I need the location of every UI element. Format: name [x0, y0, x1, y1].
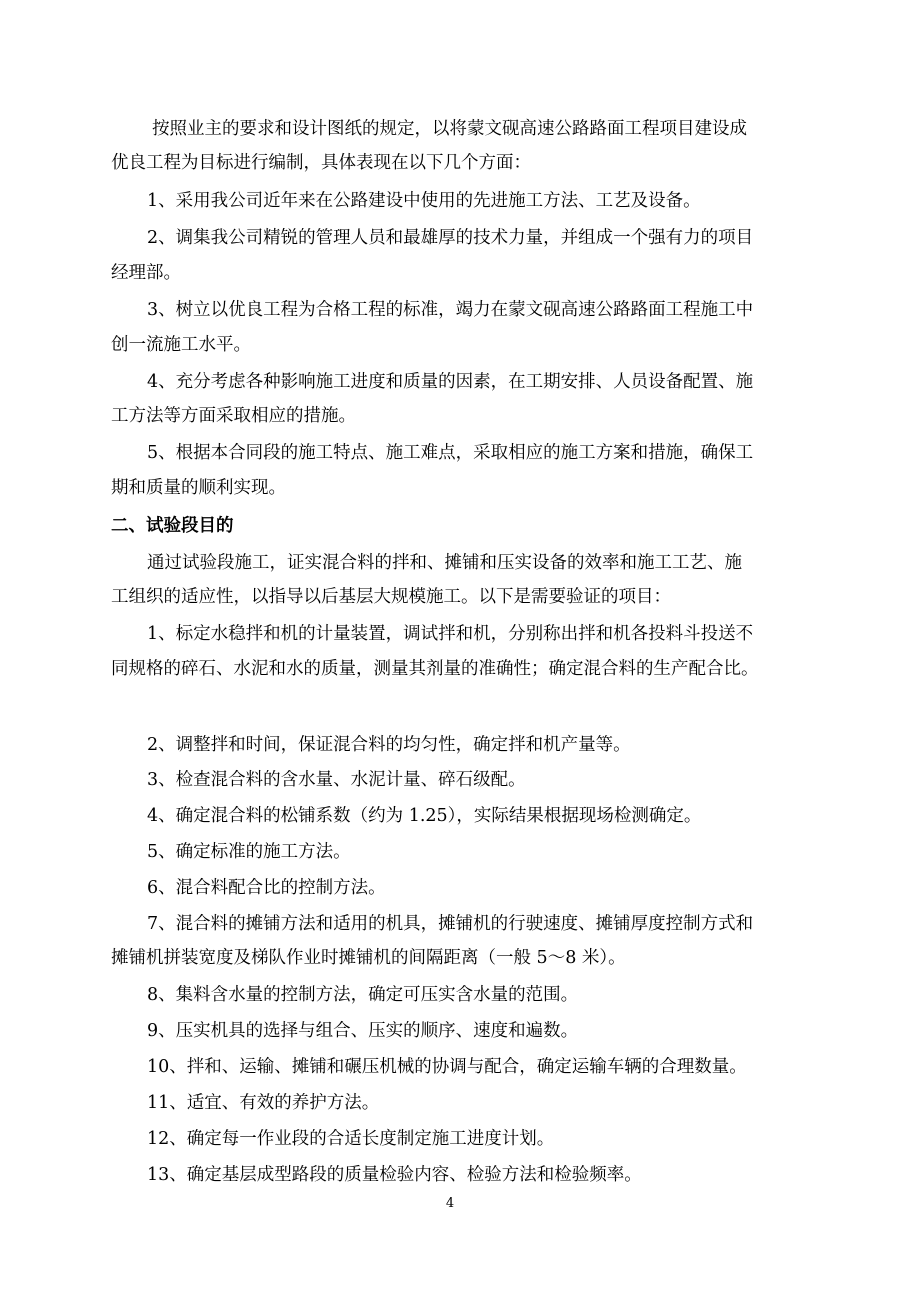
test-item-13: 13、确定基层成型路段的质量检验内容、检验方法和检验频率。: [147, 1165, 642, 1185]
test-item-8: 8、集料含水量的控制方法，确定可压实含水量的范围。: [147, 985, 579, 1005]
item-2-line-2: 经理部。: [111, 263, 181, 283]
test-item-1-line-1: 1、标定水稳拌和机的计量装置，调试拌和机，分别称出拌和机各投料斗投送不: [147, 624, 754, 644]
test-item-2: 2、调整拌和时间，保证混合料的均匀性，确定拌和机产量等。: [147, 735, 631, 755]
item-4-line-2: 工方法等方面采取相应的措施。: [111, 406, 356, 426]
test-item-11: 11、适宜、有效的养护方法。: [147, 1093, 380, 1113]
test-item-7-line-1: 7、混合料的摊铺方法和适用的机具，摊铺机的行驶速度、摊铺厚度控制方式和: [147, 914, 754, 934]
test-item-9: 9、压实机具的选择与组合、压实的顺序、速度和遍数。: [147, 1021, 579, 1041]
item-5-line-2: 期和质量的顺利实现。: [111, 478, 286, 498]
intro-line-1: 按照业主的要求和设计图纸的规定，以将蒙文砚高速公路路面工程项目建设成: [152, 119, 747, 139]
section-intro-line-1: 通过试验段施工，证实混合料的拌和、摊铺和压实设备的效率和施工工艺、施: [147, 553, 742, 573]
test-item-10: 10、拌和、运输、摊铺和碾压机械的协调与配合，确定运输车辆的合理数量。: [147, 1057, 747, 1077]
test-item-4: 4、确定混合料的松铺系数（约为 1.25），实际结果根据现场检测确定。: [147, 806, 702, 826]
item-3-line-2: 创一流施工水平。: [111, 335, 251, 355]
item-3-line-1: 3、树立以优良工程为合格工程的标准，竭力在蒙文砚高速公路路面工程施工中: [147, 300, 754, 320]
page-number: 4: [445, 1196, 455, 1211]
test-item-3: 3、检查混合料的含水量、水泥计量、碎石级配。: [147, 770, 526, 790]
item-1-line-1: 1、采用我公司近年来在公路建设中使用的先进施工方法、工艺及设备。: [147, 191, 701, 211]
section-heading: 二、试验段目的: [111, 516, 234, 536]
test-item-6: 6、混合料配合比的控制方法。: [147, 878, 386, 898]
item-5-line-1: 5、根据本合同段的施工特点、施工难点，采取相应的施工方案和措施，确保工: [147, 443, 754, 463]
test-item-1-line-2: 同规格的碎石、水泥和水的质量，测量其剂量的准确性；确定混合料的生产配合比。: [111, 659, 759, 679]
test-item-5: 5、确定标准的施工方法。: [147, 842, 351, 862]
test-item-7-line-2: 摊铺机拼装宽度及梯队作业时摊铺机的间隔距离（一般 5～8 米）。: [111, 948, 626, 968]
item-2-line-1: 2、调集我公司精锐的管理人员和最雄厚的技术力量，并组成一个强有力的项目: [147, 228, 754, 248]
section-intro-line-2: 工组织的适应性，以指导以后基层大规模施工。以下是需要验证的项目：: [111, 587, 671, 607]
item-4-line-1: 4、充分考虑各种影响施工进度和质量的因素，在工期安排、人员设备配置、施: [147, 372, 754, 392]
test-item-12: 12、确定每一作业段的合适长度制定施工进度计划。: [147, 1129, 555, 1149]
intro-line-2: 优良工程为目标进行编制，具体表现在以下几个方面：: [111, 153, 531, 173]
